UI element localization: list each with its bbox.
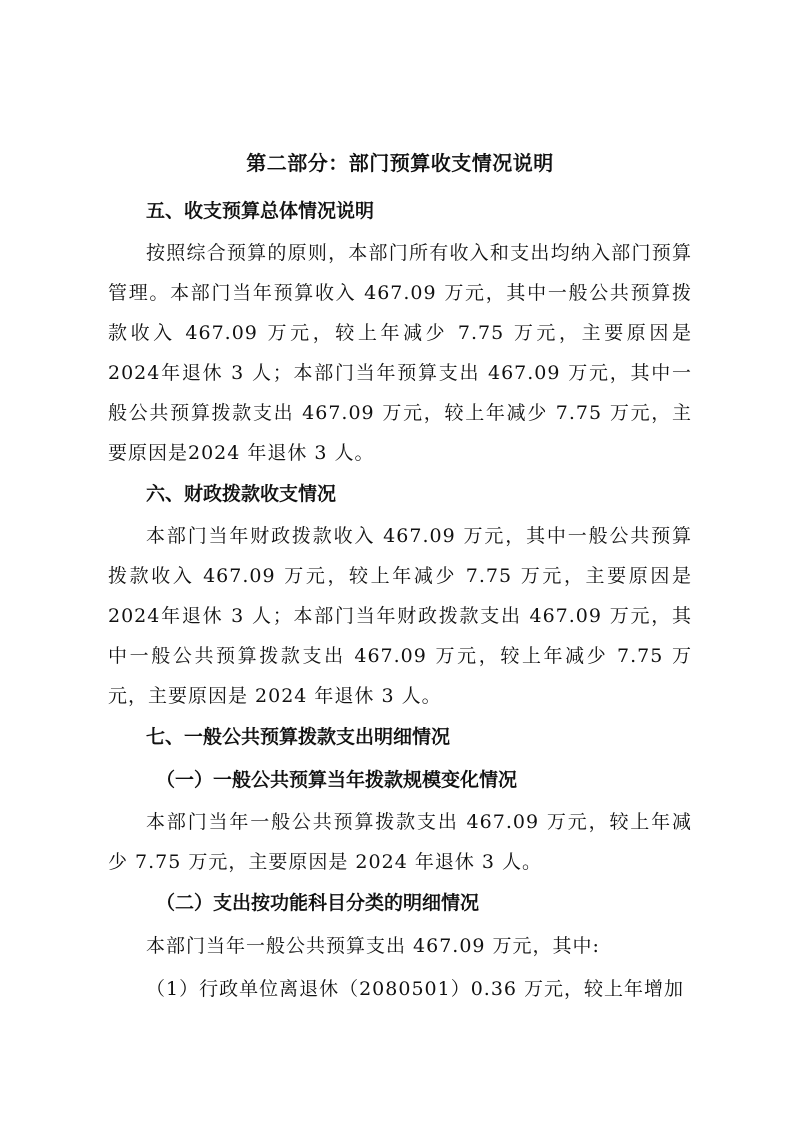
document-page (108, 148, 692, 1011)
section-7-sub-2-heading: （二）支出按功能科目分类的明细情况 (156, 892, 480, 914)
section-5-body: 按照综合预算的原则，本部门所有收入和支出均纳入部门预算管理。本部门当年预算收入 467.09 万元，其中一般公共预算拨款收入 467.09 万元，较上年减少 7.75 万元，主要原因是 2024年退休 3 人；本部门当年预算支出 467.09 万元，其中一般公共预算拨款支出 467.09 万元，较上年减少 7.75 万元，主要原因是2024 年退休 3 人。 (108, 242, 692, 464)
section-6-heading: 六、财政拨款收支情况 (146, 483, 337, 505)
section-7-heading: 七、一般公共预算拨款支出明细情况 (146, 726, 451, 748)
section-5-heading: 五、收支预算总体情况说明 (146, 200, 375, 222)
section-7-sub-1-heading: （一）一般公共预算当年拨款规模变化情况 (156, 769, 518, 791)
section-7-sub-2-intro: 本部门当年一般公共预算支出 467.09 万元，其中: (146, 935, 600, 957)
page-title: 第二部分：部门预算收支情况说明 (246, 151, 554, 175)
title-spacer (108, 178, 692, 190)
section-7-sub-1-body: 本部门当年一般公共预算拨款支出 467.09 万元，较上年减少 7.75 万元，主要原因是 2024 年退休 3 人。 (108, 811, 692, 873)
section-7-sub-2-item-1: （1）行政单位离退休（2080501）0.36 万元，较上年增加 (146, 978, 685, 1000)
section-6-body: 本部门当年财政拨款收入 467.09 万元，其中一般公共预算拨款收入 467.09 万元，较上年减少 7.75 万元，主要原因是 2024年退休 3 人；本部门当年财政拨款支出 467.09 万元，其中一般公共预算拨款支出 467.09 万元，较上年减少 7.75 万元，主要原因是 2024 年退休 3 人。 (108, 525, 692, 707)
